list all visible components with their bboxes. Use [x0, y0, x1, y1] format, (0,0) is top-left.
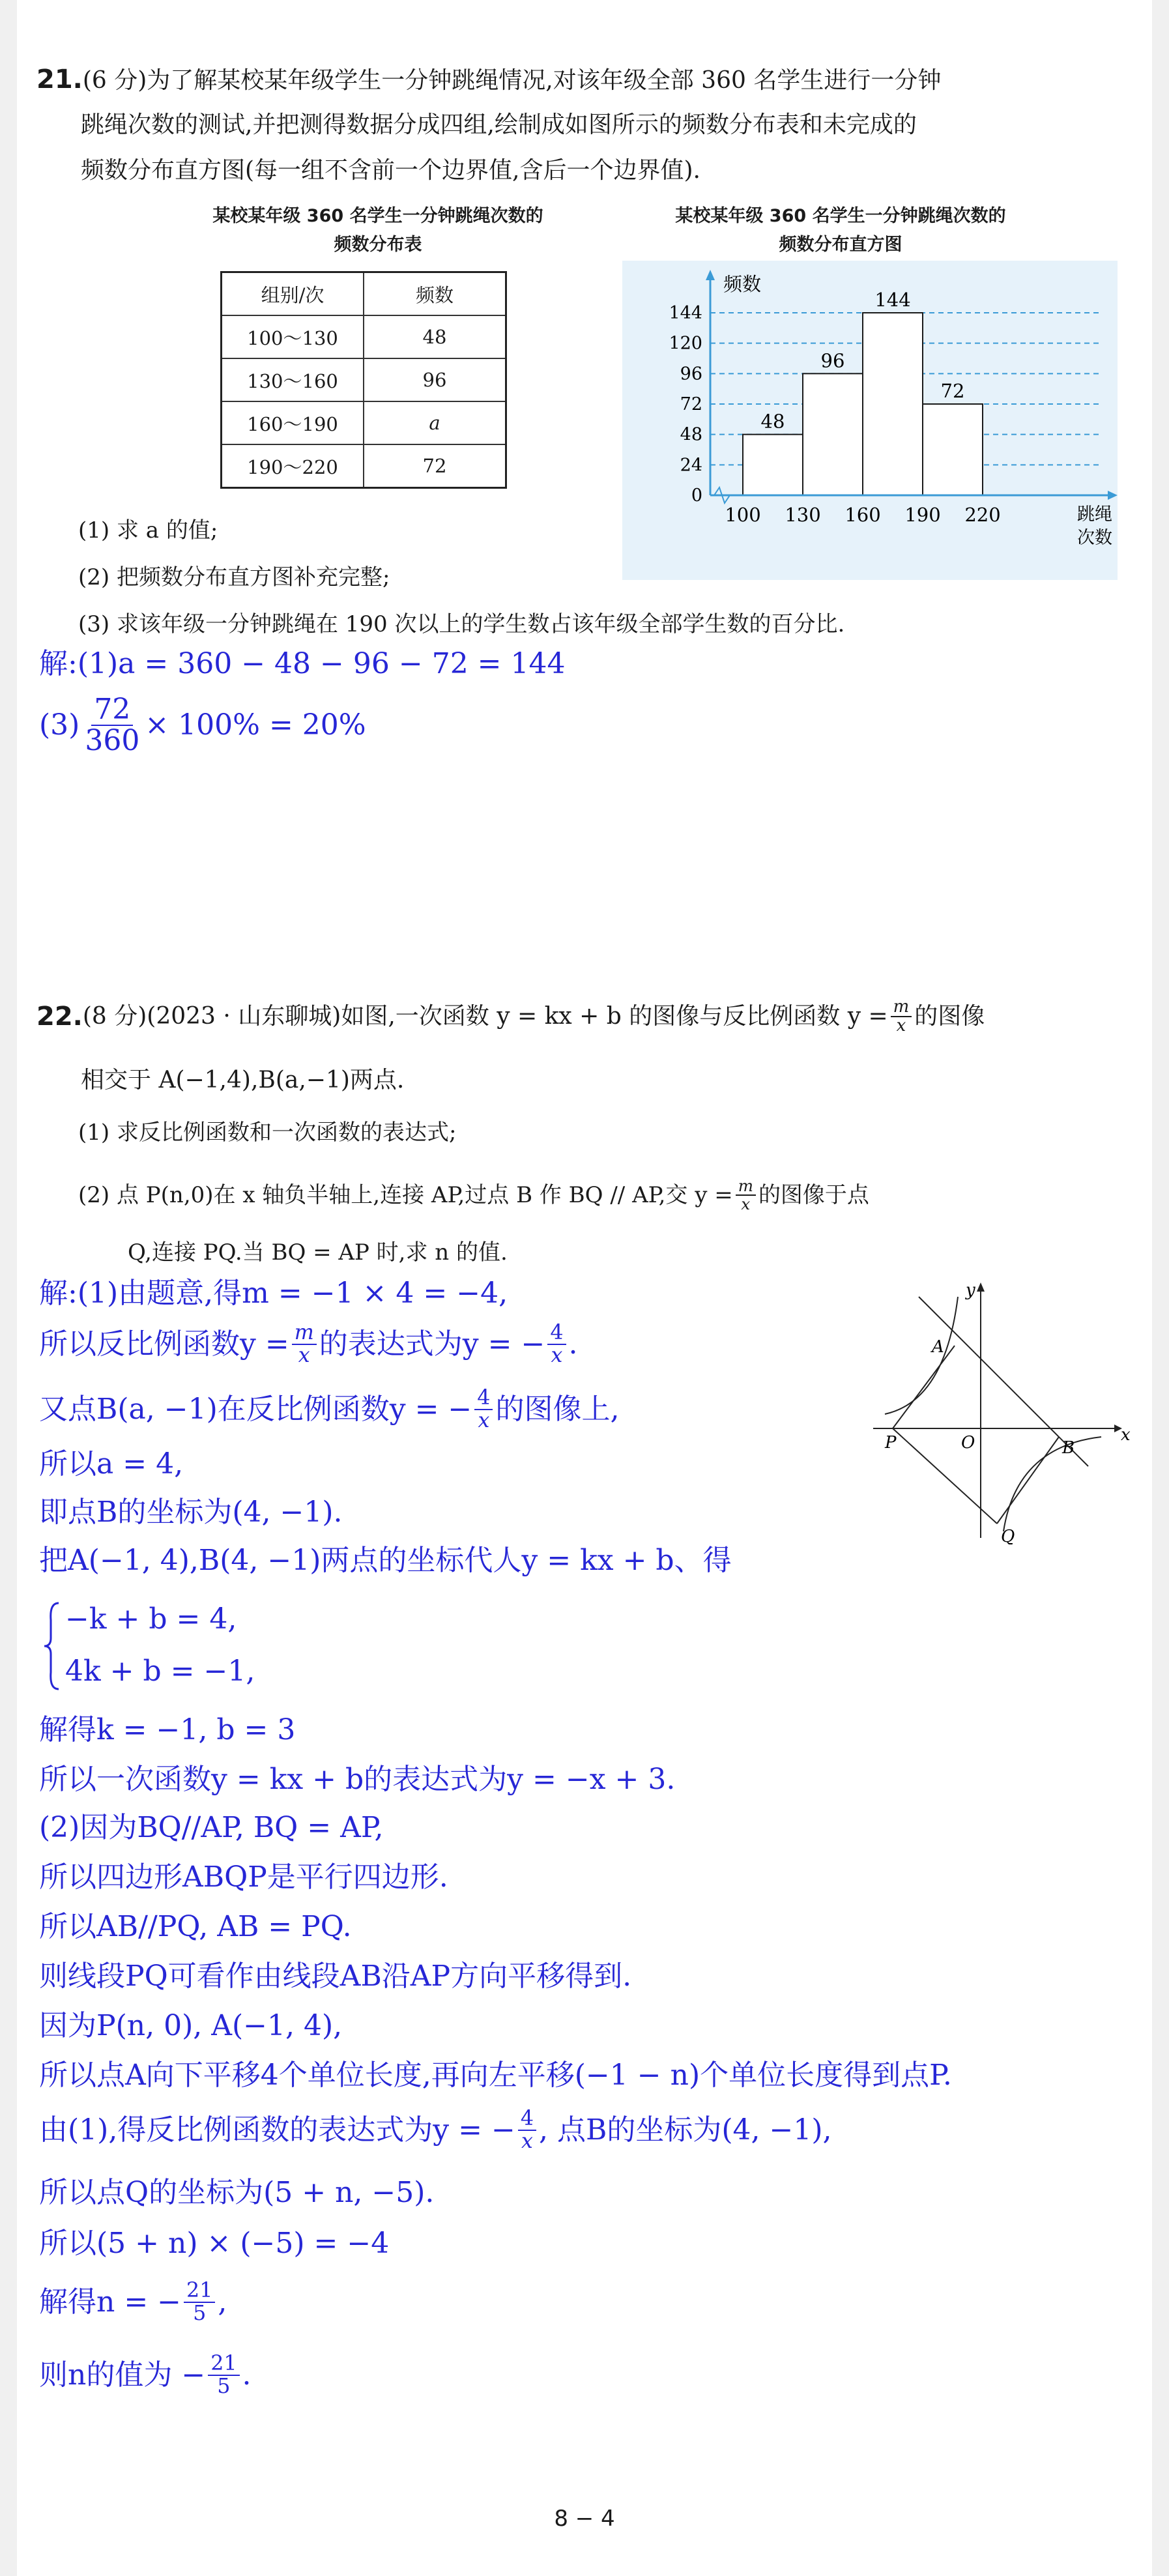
- table-row: [222, 444, 506, 488]
- table-row: [222, 358, 506, 401]
- frac-num: 4: [518, 2108, 536, 2131]
- histogram-bar: [743, 435, 803, 495]
- system-brace: [43, 1600, 61, 1692]
- histogram-bar: [863, 313, 923, 495]
- q21-answer1: 解:(1)a = 360 − 48 − 96 − 72 = 144: [39, 647, 566, 680]
- sol-l2c: .: [568, 1327, 578, 1361]
- label-o: O: [961, 1433, 975, 1453]
- frac-num: m: [736, 1178, 756, 1196]
- sol-l21-frac: [208, 2353, 239, 2398]
- sol-l2b: 的表达式为y = −: [319, 1327, 545, 1361]
- frac-den: x: [478, 1409, 490, 1432]
- y-tick-label: 24: [680, 455, 702, 476]
- q21-line3: 频数分布直方图(每一组不含前一个边界值,含后一个边界值).: [81, 157, 700, 184]
- q22-text1a: (8 分)(2023 · 山东聊城)如图,一次函数 y = kx + b 的图像与反比例函数 y =: [82, 1003, 888, 1030]
- table-header-row: [222, 272, 506, 316]
- sol-l15: 因为P(n, 0), A(−1, 4),: [39, 2009, 343, 2042]
- table-cell: 96: [364, 358, 506, 401]
- q22-fraction1: [891, 998, 912, 1035]
- q21-sub2: (2) 把频数分布直方图补充完整;: [78, 564, 390, 590]
- table-cell: 190～220: [222, 444, 364, 488]
- right-margin-strip: [1152, 0, 1169, 2576]
- sol-l9: 解得k = −1, b = 3: [39, 1713, 296, 1746]
- histogram-bar: [923, 404, 983, 495]
- table-row: [222, 315, 506, 358]
- frac-den: x: [896, 1016, 906, 1035]
- table-header-frequency: 频数: [364, 272, 506, 316]
- sol-l3b: 的图像上,: [495, 1393, 620, 1426]
- label-p: P: [885, 1433, 897, 1453]
- chart-caption-line1: 某校某年级 360 名学生一分钟跳绳次数的: [675, 206, 1006, 226]
- sol-l20-frac: [184, 2280, 215, 2325]
- q22-sub2-line2: Q,连接 PQ.当 BQ = AP 时,求 n 的值.: [128, 1239, 508, 1266]
- sol-l2-frac2: [547, 1322, 566, 1367]
- label-a: A: [932, 1337, 944, 1357]
- ans3-suffix: × 100% = 20%: [145, 708, 366, 742]
- histogram-bar: [803, 373, 863, 495]
- sol-l3: [39, 1387, 619, 1432]
- table-row: [222, 401, 506, 444]
- sol-l3a: 又点B(a, −1)在反比例函数y = −: [39, 1393, 472, 1426]
- sol-l17a: 由(1),得反比例函数的表达式为y = −: [39, 2113, 515, 2147]
- table-caption-line2: 频数分布表: [334, 235, 422, 255]
- q21-answer3: [39, 695, 366, 756]
- frac-den: x: [741, 1194, 751, 1213]
- label-y: y: [966, 1281, 975, 1300]
- q21-sub1: (1) 求 a 的值;: [78, 517, 218, 543]
- y-tick-label: 96: [680, 364, 702, 384]
- left-margin-strip: [0, 0, 17, 2576]
- chart-caption-line2: 频数分布直方图: [779, 235, 902, 255]
- y-tick-label: 120: [669, 333, 702, 354]
- q21-line2: 跳绳次数的测试,并把测得数据分成四组,绘制成如图所示的频数分布表和未完成的: [81, 111, 917, 138]
- label-x: x: [1121, 1425, 1131, 1445]
- sol-l20a: 解得n = −: [39, 2285, 182, 2319]
- sol-l19: 所以(5 + n) × (−5) = −4: [39, 2227, 390, 2260]
- sol-l2: [39, 1322, 578, 1367]
- x-tick-label: 160: [844, 504, 881, 526]
- q21-text1: (6 分)为了解某校某年级学生一分钟跳绳情况,对该年级全部 360 名学生进行一分钟: [82, 67, 942, 94]
- sol-l17: [39, 2107, 832, 2153]
- sol-l8: 4k + b = −1,: [65, 1655, 255, 1688]
- frac-num: 4: [474, 1387, 493, 1410]
- y-axis-arrow: [977, 1282, 985, 1292]
- q22-text1b: 的图像: [914, 1003, 985, 1030]
- x-tick-label: 220: [964, 504, 1001, 526]
- frac-den: 5: [217, 2375, 231, 2398]
- table-caption: [163, 202, 593, 259]
- sol-l4: 所以a = 4,: [39, 1447, 184, 1481]
- sol-l20: [39, 2279, 227, 2325]
- q22-sub2a: (2) 点 P(n,0)在 x 轴负半轴上,连接 AP,过点 B 作 BQ // AP,交 y =: [78, 1182, 733, 1208]
- sol-l10: 所以一次函数y = kx + b的表达式为y = −x + 3.: [39, 1763, 676, 1796]
- frac-num: m: [292, 1322, 317, 1345]
- ans3-prefix: (3): [39, 708, 80, 742]
- coordinate-diagram: [873, 1277, 1134, 1544]
- sol-l3-frac: [474, 1387, 493, 1432]
- sol-l21b: .: [242, 2358, 252, 2392]
- bar-data-label: 72: [940, 380, 965, 402]
- y-tick-label: 0: [691, 485, 702, 506]
- sol-l12: 所以四边形ABQP是平行四边形.: [39, 1860, 448, 1894]
- table-caption-line1: 某校某年级 360 名学生一分钟跳绳次数的: [212, 206, 543, 226]
- frequency-histogram: [622, 261, 1118, 580]
- frac-num: 21: [184, 2280, 215, 2303]
- sol-l21: [39, 2352, 252, 2398]
- frac-num: m: [891, 998, 912, 1017]
- table-cell: 130～160: [222, 358, 364, 401]
- label-b: B: [1062, 1438, 1075, 1458]
- sol-l14: 则线段PQ可看作由线段AB沿AP方向平移得到.: [39, 1960, 632, 1993]
- q21-number: 21.: [36, 65, 83, 94]
- sol-l11: (2)因为BQ//AP, BQ = AP,: [39, 1811, 384, 1844]
- sol-l17-frac: [518, 2108, 536, 2153]
- hyperbola-branch-lower: [1003, 1437, 1101, 1531]
- q22-sub1: (1) 求反比例函数和一次函数的表达式;: [78, 1120, 457, 1146]
- sol-l1: 解:(1)由题意,得m = −1 × 4 = −4,: [39, 1277, 508, 1310]
- bar-data-label: 48: [760, 410, 785, 433]
- y-tick-label: 48: [680, 424, 702, 445]
- sol-l18: 所以点Q的坐标为(5 + n, −5).: [39, 2176, 435, 2209]
- ans3-fraction: [82, 695, 142, 756]
- q22-number: 22.: [36, 1002, 83, 1032]
- q22-fraction2: [736, 1178, 756, 1212]
- x-tick-label: 130: [785, 504, 821, 526]
- q22-line1: [36, 997, 985, 1036]
- frac-den: x: [298, 1344, 310, 1367]
- chart-caption: [613, 202, 1069, 259]
- table-cell: a: [364, 401, 506, 444]
- table-cell: 160～190: [222, 401, 364, 444]
- sol-l17b: , 点B的坐标为(4, −1),: [539, 2113, 832, 2147]
- ans3-denominator: 360: [85, 724, 140, 758]
- q22-sub2b: 的图像于点: [758, 1182, 869, 1208]
- y-tick-label: 72: [680, 394, 702, 414]
- sol-l20b: ,: [218, 2285, 227, 2319]
- table-cell: 72: [364, 444, 506, 488]
- frac-den: x: [551, 1344, 563, 1367]
- bar-data-label: 144: [874, 289, 911, 311]
- sol-l13: 所以AB//PQ, AB = PQ.: [39, 1910, 352, 1943]
- x-tick-label: 190: [904, 504, 941, 526]
- sol-l7: −k + b = 4,: [65, 1602, 237, 1636]
- q21-sub3: (3) 求该年级一分钟跳绳在 190 次以上的学生数占该年级全部学生数的百分比.: [78, 611, 845, 637]
- x-axis-title-line1: 跳绳: [1077, 504, 1112, 525]
- frac-den: x: [521, 2130, 533, 2153]
- q22-line2: 相交于 A(−1,4),B(a,−1)两点.: [81, 1067, 405, 1093]
- table-cell: 48: [364, 315, 506, 358]
- sol-l2-frac1: [292, 1322, 317, 1367]
- frequency-table: [220, 271, 507, 489]
- q21-line1: [36, 60, 941, 100]
- sol-l6: 把A(−1, 4),B(4, −1)两点的坐标代人y = kx + b、得: [39, 1544, 732, 1577]
- sol-l21a: 则n的值为 −: [39, 2358, 206, 2392]
- segment-qb: [997, 1437, 1059, 1524]
- segment-ap: [893, 1346, 955, 1428]
- table-cell: 100～130: [222, 315, 364, 358]
- sol-l2a: 所以反比例函数y =: [39, 1327, 289, 1361]
- x-tick-label: 100: [725, 504, 761, 526]
- q22-sub2: [78, 1177, 869, 1213]
- y-axis-title: 频数: [723, 273, 762, 295]
- label-q: Q: [1001, 1527, 1015, 1544]
- table-header-group: 组别/次: [222, 272, 364, 316]
- sol-l16: 所以点A向下平移4个单位长度,再向左平移(−1 − n)个单位长度得到点P.: [39, 2059, 952, 2092]
- ans3-numerator: 72: [91, 695, 133, 726]
- bar-data-label: 96: [820, 349, 845, 372]
- frac-den: 5: [193, 2302, 207, 2325]
- y-tick-label: 144: [669, 303, 702, 323]
- sol-l5: 即点B的坐标为(4, −1).: [39, 1496, 343, 1529]
- x-axis-title-line2: 次数: [1077, 528, 1112, 548]
- frac-num: 4: [547, 1322, 566, 1345]
- frac-num: 21: [208, 2353, 239, 2376]
- page-number: 8 − 4: [554, 2506, 615, 2532]
